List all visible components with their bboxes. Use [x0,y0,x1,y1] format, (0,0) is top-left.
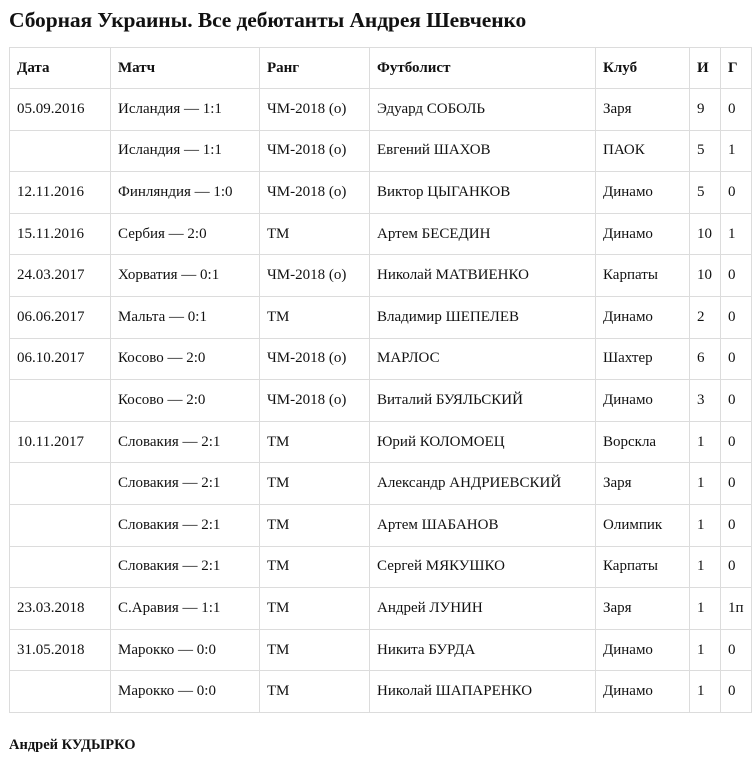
cell-club: Заря [596,89,690,131]
cell-games: 10 [690,213,721,255]
cell-date: 15.11.2016 [10,213,111,255]
header-player: Футболист [370,48,596,89]
cell-match: Финляндия — 1:0 [111,172,260,214]
cell-date [10,130,111,172]
table-row [10,671,752,713]
header-rank: Ранг [260,48,370,89]
cell-goals: 0 [721,255,752,297]
cell-club: Карпаты [596,546,690,588]
cell-player: Николай ШАПАРЕНКО [370,671,596,713]
table-row [10,213,752,255]
cell-date [10,671,111,713]
header-match: Матч [111,48,260,89]
cell-player: Сергей МЯКУШКО [370,546,596,588]
table-row [10,588,752,630]
cell-player: МАРЛОС [370,338,596,380]
table-row [10,172,752,214]
cell-player: Юрий КОЛОМОЕЦ [370,421,596,463]
cell-games: 10 [690,255,721,297]
cell-date [10,546,111,588]
cell-match: Словакия — 2:1 [111,463,260,505]
author-name: Андрей КУДЫРКО [9,737,136,753]
header-date: Дата [10,48,111,89]
cell-date: 12.11.2016 [10,172,111,214]
cell-player: Виктор ЦЫГАНКОВ [370,172,596,214]
cell-club: Динамо [596,296,690,338]
cell-date [10,463,111,505]
table-row [10,463,752,505]
table-row [10,130,752,172]
table-row [10,629,752,671]
table-row [10,546,752,588]
cell-club: Карпаты [596,255,690,297]
cell-goals: 0 [721,671,752,713]
table-body [10,89,752,713]
cell-goals: 0 [721,421,752,463]
cell-match: Словакия — 2:1 [111,504,260,546]
cell-games: 1 [690,504,721,546]
cell-games: 6 [690,338,721,380]
cell-club: Олимпик [596,504,690,546]
cell-goals: 0 [721,546,752,588]
cell-club: Динамо [596,213,690,255]
cell-player: Александр АНДРИЕВСКИЙ [370,463,596,505]
cell-player: Артем ШАБАНОВ [370,504,596,546]
cell-date: 23.03.2018 [10,588,111,630]
header-games: И [690,48,721,89]
cell-rank: ЧМ-2018 (о) [260,172,370,214]
cell-goals: 1п [721,588,752,630]
table-row [10,255,752,297]
cell-date: 24.03.2017 [10,255,111,297]
cell-club: Динамо [596,380,690,422]
table-header-row [10,48,752,89]
cell-games: 5 [690,172,721,214]
cell-games: 9 [690,89,721,131]
table-row [10,380,752,422]
cell-club: ПАОК [596,130,690,172]
cell-goals: 0 [721,463,752,505]
cell-match: Сербия — 2:0 [111,213,260,255]
cell-rank: ТМ [260,296,370,338]
cell-player: Евгений ШАХОВ [370,130,596,172]
cell-club: Динамо [596,172,690,214]
cell-match: С.Аравия — 1:1 [111,588,260,630]
cell-goals: 0 [721,172,752,214]
cell-player: Артем БЕСЕДИН [370,213,596,255]
cell-goals: 0 [721,296,752,338]
cell-rank: ТМ [260,504,370,546]
header-club: Клуб [596,48,690,89]
cell-goals: 1 [721,130,752,172]
cell-date: 31.05.2018 [10,629,111,671]
header-goals: Г [721,48,752,89]
cell-date: 06.10.2017 [10,338,111,380]
cell-rank: ТМ [260,588,370,630]
cell-games: 1 [690,588,721,630]
cell-match: Марокко — 0:0 [111,671,260,713]
cell-rank: ЧМ-2018 (о) [260,255,370,297]
cell-date: 10.11.2017 [10,421,111,463]
cell-player: Владимир ШЕПЕЛЕВ [370,296,596,338]
cell-match: Исландия — 1:1 [111,89,260,131]
cell-date [10,380,111,422]
cell-rank: ТМ [260,213,370,255]
cell-match: Мальта — 0:1 [111,296,260,338]
cell-goals: 0 [721,380,752,422]
cell-goals: 0 [721,504,752,546]
cell-rank: ТМ [260,629,370,671]
cell-match: Словакия — 2:1 [111,421,260,463]
cell-match: Косово — 2:0 [111,338,260,380]
cell-player: Эдуард СОБОЛЬ [370,89,596,131]
table-row [10,89,752,131]
cell-games: 1 [690,671,721,713]
cell-date [10,504,111,546]
cell-rank: ТМ [260,421,370,463]
cell-rank: ТМ [260,463,370,505]
cell-player: Никита БУРДА [370,629,596,671]
cell-games: 2 [690,296,721,338]
cell-match: Косово — 2:0 [111,380,260,422]
cell-games: 3 [690,380,721,422]
cell-games: 1 [690,629,721,671]
cell-rank: ЧМ-2018 (о) [260,338,370,380]
cell-games: 1 [690,463,721,505]
cell-match: Марокко — 0:0 [111,629,260,671]
cell-goals: 0 [721,338,752,380]
cell-match: Хорватия — 0:1 [111,255,260,297]
cell-rank: ЧМ-2018 (о) [260,130,370,172]
debutants-table [9,47,752,713]
table-row [10,296,752,338]
cell-date: 05.09.2016 [10,89,111,131]
cell-rank: ЧМ-2018 (о) [260,380,370,422]
cell-club: Заря [596,463,690,505]
cell-goals: 0 [721,89,752,131]
cell-games: 5 [690,130,721,172]
cell-goals: 0 [721,629,752,671]
cell-rank: ТМ [260,546,370,588]
cell-player: Андрей ЛУНИН [370,588,596,630]
cell-games: 1 [690,546,721,588]
cell-player: Виталий БУЯЛЬСКИЙ [370,380,596,422]
cell-club: Заря [596,588,690,630]
table-row [10,504,752,546]
cell-match: Исландия — 1:1 [111,130,260,172]
page-title: Сборная Украины. Все дебютанты Андрея Шевченко [9,8,527,32]
cell-club: Динамо [596,671,690,713]
table-row [10,421,752,463]
cell-club: Динамо [596,629,690,671]
table-row [10,338,752,380]
cell-club: Ворскла [596,421,690,463]
cell-goals: 1 [721,213,752,255]
cell-match: Словакия — 2:1 [111,546,260,588]
cell-player: Николай МАТВИЕНКО [370,255,596,297]
cell-date: 06.06.2017 [10,296,111,338]
cell-club: Шахтер [596,338,690,380]
cell-rank: ТМ [260,671,370,713]
cell-rank: ЧМ-2018 (о) [260,89,370,131]
cell-games: 1 [690,421,721,463]
